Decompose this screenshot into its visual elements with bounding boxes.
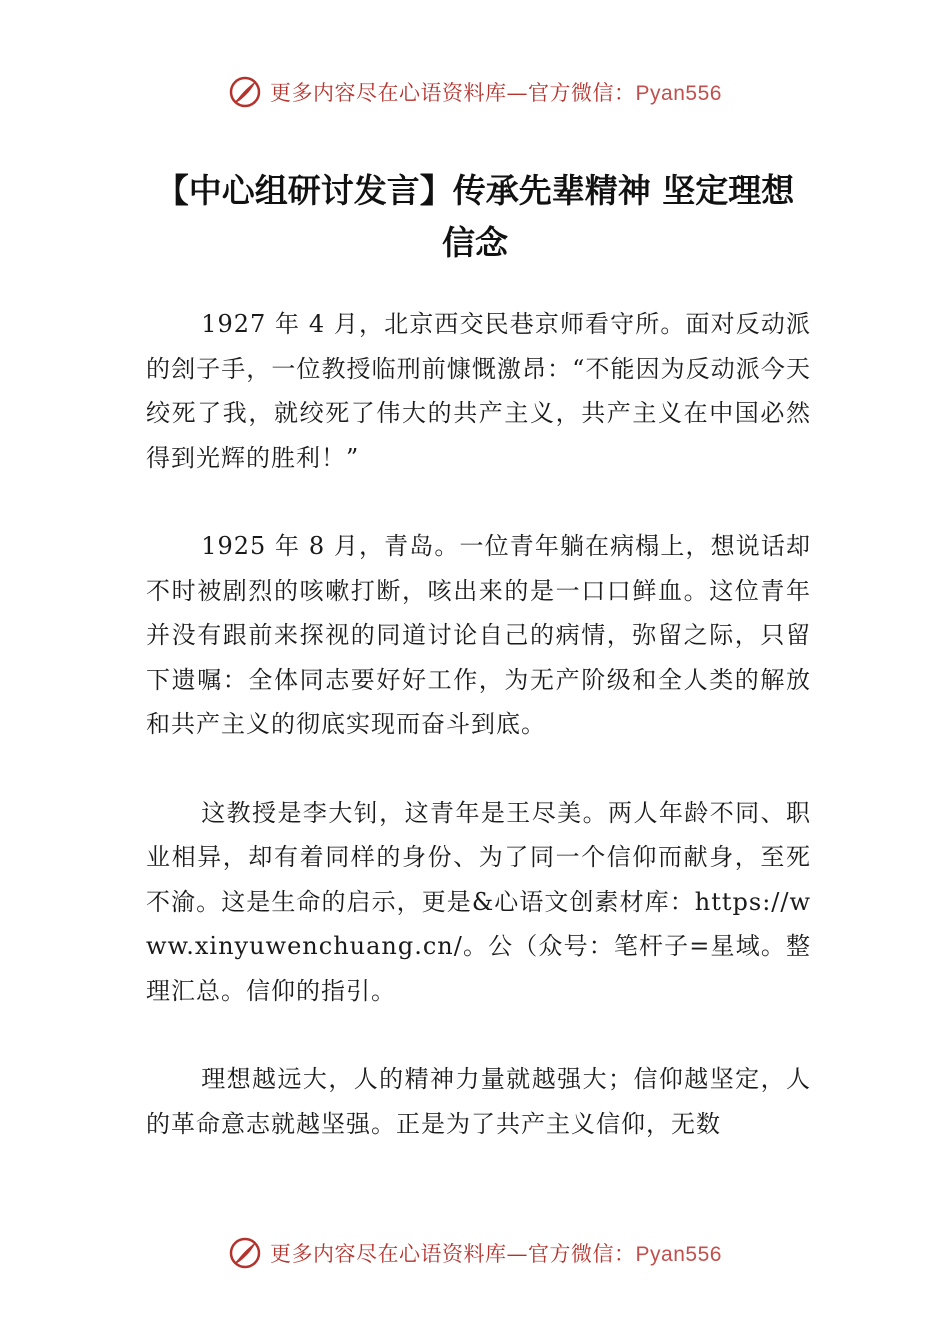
- footer-site-name: 更多内容尽在心语资料库: [270, 1242, 507, 1266]
- header-wechat-label: 官方微信：: [528, 81, 636, 105]
- quill-logo-icon: [228, 1236, 262, 1270]
- article-body: [146, 302, 811, 1190]
- header-banner: [0, 72, 950, 112]
- header-separator: —: [506, 81, 529, 105]
- paragraph-3: 这教授是李大钊，这青年是王尽美。两人年龄不同、职业相异，却有着同样的身份、为了同一个信仰而献身，至死不渝。这是生命的启示，更是&心语文创素材库：https://www.xinyuwenchuang.cn/。公（众号：笔杆子=星域。整理汇总。信仰的指引。: [146, 798, 811, 1005]
- footer-banner: [0, 1233, 950, 1273]
- footer-text: [270, 1238, 722, 1268]
- footer-wechat-id: Pyan556: [635, 1243, 722, 1266]
- paragraph-1: 1927 年 4 月，北京西交民巷京师看守所。面对反动派的刽子手，一位教授临刑前慷慨激昂：“不能因为反动派今天绞死了我，就绞死了伟大的共产主义，共产主义在中国必然得到光辉的胜利！”: [146, 310, 811, 472]
- footer-separator: —: [506, 1242, 529, 1266]
- footer-wechat-label: 官方微信：: [528, 1242, 636, 1266]
- header-site-name: 更多内容尽在心语资料库: [270, 81, 507, 105]
- quill-logo-icon: [228, 75, 262, 109]
- paragraph-4: 理想越远大，人的精神力量就越强大；信仰越坚定，人的革命意志就越坚强。正是为了共产主义信仰，无数: [146, 1065, 811, 1138]
- paragraph-2: 1925 年 8 月，青岛。一位青年躺在病榻上，想说话却不时被剧烈的咳嗽打断，咳出来的是一口口鲜血。这位青年并没有跟前来探视的同道讨论自己的病情，弥留之际，只留下遗嘱：全体同志要好好工作，为无产阶级和全人类的解放和共产主义的彻底实现而奋斗到底。: [146, 532, 811, 738]
- article-title: 【中心组研讨发言】传承先辈精神 坚定理想信念: [155, 171, 795, 262]
- header-text: [270, 77, 722, 107]
- header-wechat-id: Pyan556: [635, 82, 722, 105]
